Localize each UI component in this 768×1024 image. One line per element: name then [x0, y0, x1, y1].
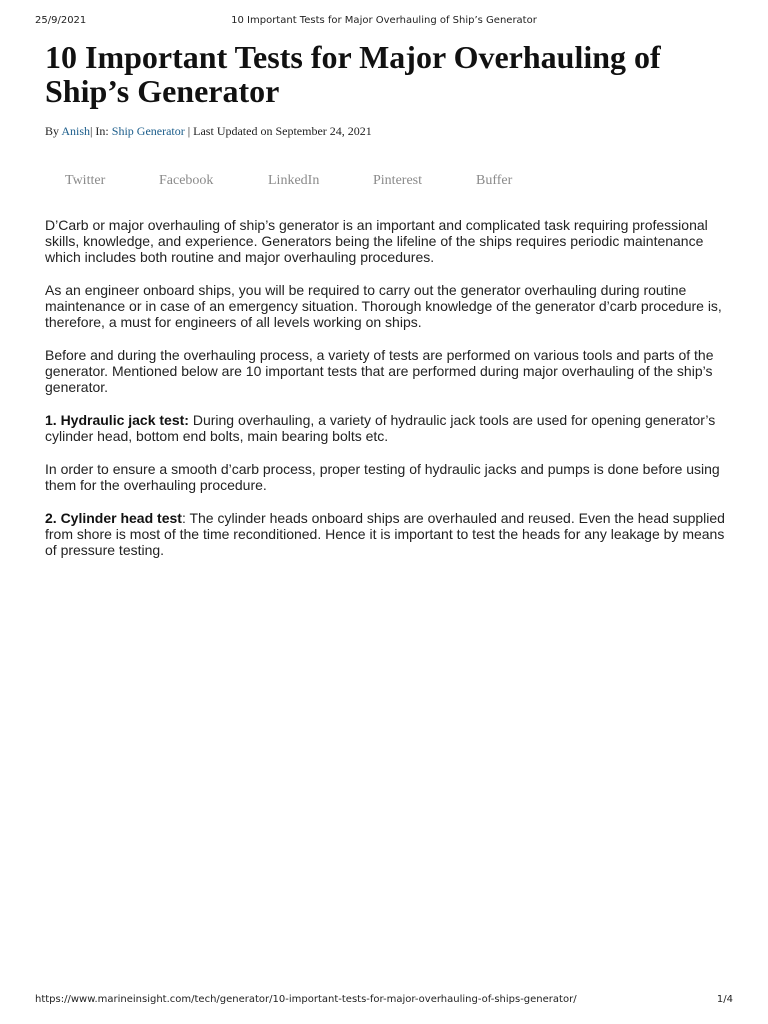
print-page-title: 10 Important Tests for Major Overhauling of Ship’s Generator: [231, 15, 537, 26]
print-date: 25/9/2021: [35, 15, 87, 26]
print-url: https://www.marineinsight.com/tech/generator/10-important-tests-for-major-overhauling-of-ships-generator/: [35, 994, 577, 1005]
last-updated: | Last Updated on September 24, 2021: [187, 124, 372, 138]
hydraulic-jack-test-text: During overhauling, a variety of hydraulic jack tools are used for opening generator’s cylinder head, bottom end bolts, main bearing bolts etc.: [45, 412, 716, 444]
paragraph-engineer: As an engineer onboard ships, you will be required to carry out the generator overhauling during routine maintenance or in case of an emergency situation. Thorough knowledge of the generator d’carb procedure is, therefore, a must for engineers of all levels working on ships.: [45, 282, 722, 330]
cylinder-head-test-heading: 2. Cylinder head test: [45, 510, 182, 526]
paragraph-cylinder-head-test: [45, 510, 725, 558]
paragraph-tests-intro: Before and during the overhauling process, a variety of tests are performed on various tools and parts of the generator. Mentioned below are 10 important tests that are performed during major overhauling of the ship’s generator.: [45, 347, 714, 395]
page-number: 1/4: [716, 994, 733, 1005]
paragraph-intro: D’Carb or major overhauling of ship’s generator is an important and complicated task requiring professional skills, knowledge, and experience. Generators being the lifeline of the ships requires periodic maintenance which includes both routine and major overhauling procedures.: [45, 217, 708, 265]
hydraulic-jack-test-heading: 1. Hydraulic jack test:: [45, 412, 189, 428]
share-facebook-button[interactable]: Facebook: [159, 173, 214, 188]
byline: [45, 124, 725, 139]
byline-in-separator: | In:: [90, 124, 109, 138]
byline-by: By: [45, 124, 60, 138]
cylinder-head-test-text: : The cylinder heads onboard ships are overhauled and reused. Even the head supplied from shore is most of the time reconditioned. Hence it is important to test the heads for any leakage by means of pressure testing.: [45, 510, 725, 558]
category-link[interactable]: Ship Generator: [111, 124, 185, 138]
share-twitter-button[interactable]: Twitter: [65, 173, 106, 188]
share-buffer-button[interactable]: Buffer: [476, 173, 513, 188]
share-pinterest-button[interactable]: Pinterest: [373, 173, 422, 188]
article-container: [45, 40, 725, 575]
share-linkedin-button[interactable]: LinkedIn: [268, 173, 320, 188]
article-title: 10 Important Tests for Major Overhauling of Ship’s Generator: [45, 39, 661, 109]
print-header: [35, 15, 733, 31]
paragraph-hydraulic-jack-test: [45, 412, 725, 444]
article-body: [45, 217, 725, 558]
share-bar: [45, 173, 725, 189]
author-link[interactable]: Anish: [61, 124, 91, 138]
paragraph-dcarb-testing: In order to ensure a smooth d’carb process, proper testing of hydraulic jacks and pumps is done before using them for the overhauling procedure.: [45, 461, 720, 493]
print-footer: [35, 994, 733, 1010]
